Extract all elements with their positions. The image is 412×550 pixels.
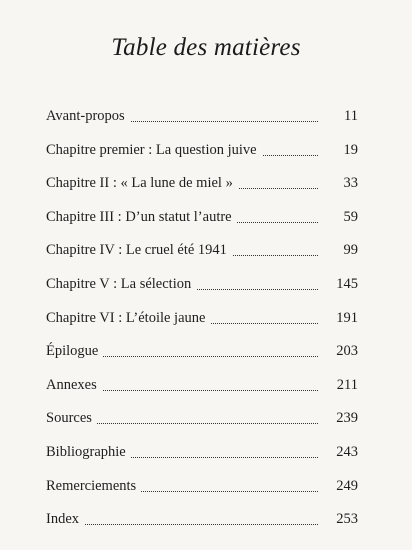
toc-entry-label: Chapitre II : « La lune de miel » [46,170,238,196]
toc-entry-page: 211 [336,376,358,393]
toc-entry-page: 145 [336,275,358,292]
toc-entry-chapitre-6 [46,305,358,339]
page-title: Table des matières [111,34,301,61]
toc-entry-chapitre-2 [46,170,358,204]
toc-entry-page: 99 [343,242,358,259]
dot-leader [46,524,318,525]
toc-entry-index [46,506,358,540]
toc-entry-bibliographie [46,439,358,473]
toc-entry-epilogue [46,338,358,372]
toc-entry-chapitre-3 [46,204,358,238]
toc-entry-label: Chapitre VI : L’étoile jaune [46,305,210,331]
toc-entry-label: Avant-propos [46,103,130,129]
toc-entry-remerciements [46,473,358,507]
table-of-contents [46,103,358,540]
toc-entry-page: 59 [343,208,358,225]
toc-entry-label: Remerciements [46,473,141,499]
toc-entry-label: Annexes [46,372,102,398]
toc-entry-page: 19 [343,141,358,158]
toc-entry-label: Chapitre IV : Le cruel été 1941 [46,237,232,263]
toc-entry-label: Chapitre V : La sélection [46,271,196,297]
toc-entry-chapitre-5 [46,271,358,305]
toc-entry-avant-propos [46,103,358,137]
toc-entry-label: Épilogue [46,338,103,364]
toc-entry-page: 33 [343,175,358,192]
toc-entry-page: 191 [336,309,358,326]
toc-entry-page: 203 [336,343,358,360]
toc-entry-page: 249 [336,477,358,494]
toc-entry-annexes [46,372,358,406]
toc-entry-chapitre-1 [46,137,358,171]
toc-entry-page: 253 [336,511,358,528]
toc-entry-label: Bibliographie [46,439,131,465]
toc-entry-page: 243 [336,443,358,460]
toc-entry-label: Sources [46,405,97,431]
toc-entry-chapitre-4 [46,237,358,271]
toc-entry-page: 11 [344,108,358,124]
toc-entry-label: Index [46,506,84,532]
toc-entry-page: 239 [336,410,358,427]
toc-entry-sources [46,405,358,439]
toc-entry-label: Chapitre III : D’un statut l’autre [46,204,237,230]
toc-entry-label: Chapitre premier : La question juive [46,137,262,163]
